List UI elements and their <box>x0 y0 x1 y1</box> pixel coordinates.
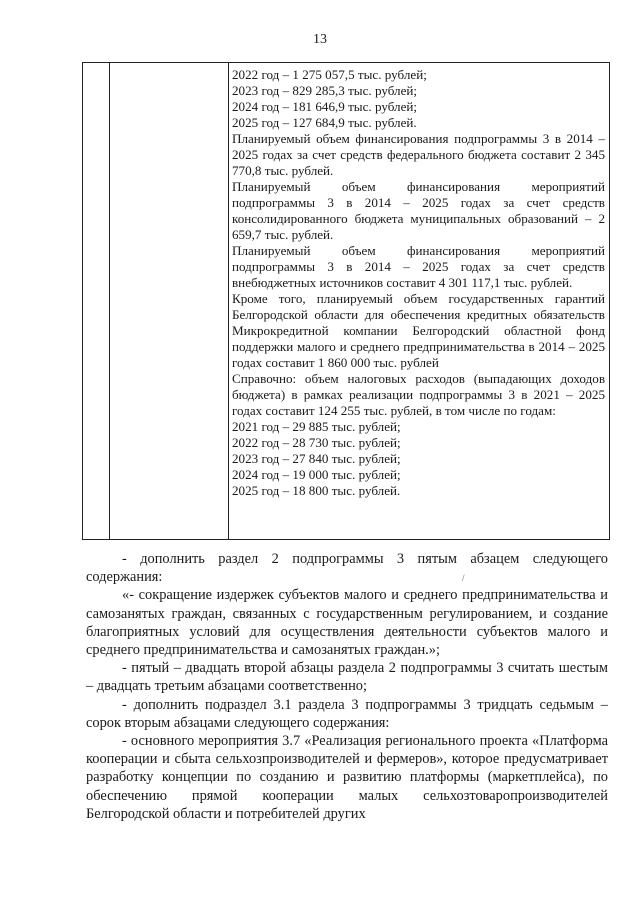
year-line: 2024 год – 19 000 тыс. рублей; <box>232 467 401 482</box>
body-paragraph: - дополнить раздел 2 подпрограммы 3 пятым абзацем следующего содержания: <box>86 551 608 586</box>
extrabudgetary-paragraph: Планируемый объем финансирования мероприятий подпрограммы 3 в 2014 – 2025 годах за счет средств внебюджетных источников составит 4 301 117,1 тыс. рублей. <box>232 243 605 290</box>
year-line: 2023 год – 27 840 тыс. рублей; <box>232 451 401 466</box>
year-line: 2023 год – 829 285,3 тыс. рублей; <box>232 83 418 98</box>
year-line: 2022 год – 28 730 тыс. рублей; <box>232 435 401 450</box>
body-paragraph: «- сокращение издержек субъектов малого и среднего предпринимательства и самозанятых граждан, связанных с государственным регулированием, и создание благоприятных условий для осуществления деятельности субъектов малого и среднего предпринимательства и самозанятых граждан.»; <box>86 587 608 659</box>
table-column-divider <box>228 63 229 539</box>
municipal-budget-paragraph: Планируемый объем финансирования мероприятий подпрограммы 3 в 2014 – 2025 годах за счет средств консолидированного бюджета муниципальных образований – 2 659,7 тыс. рублей. <box>232 179 605 242</box>
financing-table <box>82 62 610 540</box>
year-line: 2021 год – 29 885 тыс. рублей; <box>232 419 401 434</box>
federal-budget-paragraph: Планируемый объем финансирования подпрограммы 3 в 2014 – 2025 годах за счет средств федерального бюджета составит 2 345 770,8 тыс. рублей. <box>232 131 605 178</box>
tax-expenses-paragraph: Справочно: объем налоговых расходов (выпадающих доходов бюджета) в рамках реализации подпрограммы 3 в 2021 – 2025 годах составит 124 255 тыс. рублей, в том числе по годам: <box>232 371 605 418</box>
page-number: 13 <box>313 32 327 47</box>
body-paragraph: - дополнить подраздел 3.1 раздела 3 подпрограммы 3 тридцать седьмым – сорок вторым абзацами следующего содержания: <box>86 696 608 731</box>
year-line: 2022 год – 1 275 057,5 тыс. рублей; <box>232 67 427 82</box>
body-paragraph: - основного мероприятия 3.7 «Реализация регионального проекта «Платформа кооперации и сбыта сельхозпроизводителей и фермеров», которое предусматривает разработку концепции по созданию и развитию платформы (маркетплейса), по обеспечению прямой кооперации малых сельхозтоваропроизводителей Белгородской области и потребителей других <box>86 733 608 822</box>
amendment-text <box>86 550 608 823</box>
table-column-divider <box>109 63 110 539</box>
year-line: 2025 год – 18 800 тыс. рублей. <box>232 483 401 498</box>
scan-mark: / <box>462 573 465 583</box>
year-line: 2025 год – 127 684,9 тыс. рублей. <box>232 115 417 130</box>
state-guarantees-paragraph: Кроме того, планируемый объем государственных гарантий Белгородской области для обеспечения кредитных обязательств Микрокредитной компании Белгородский областной фонд поддержки малого и среднего предпринимательства в 2014 – 2025 годах составит 1 860 000 тыс. рублей <box>232 291 605 370</box>
financing-cell <box>232 67 605 499</box>
body-paragraph: - пятый – двадцать второй абзацы раздела 2 подпрограммы 3 считать шестым – двадцать третьим абзацами соответственно; <box>86 660 608 695</box>
year-line: 2024 год – 181 646,9 тыс. рублей; <box>232 99 418 114</box>
